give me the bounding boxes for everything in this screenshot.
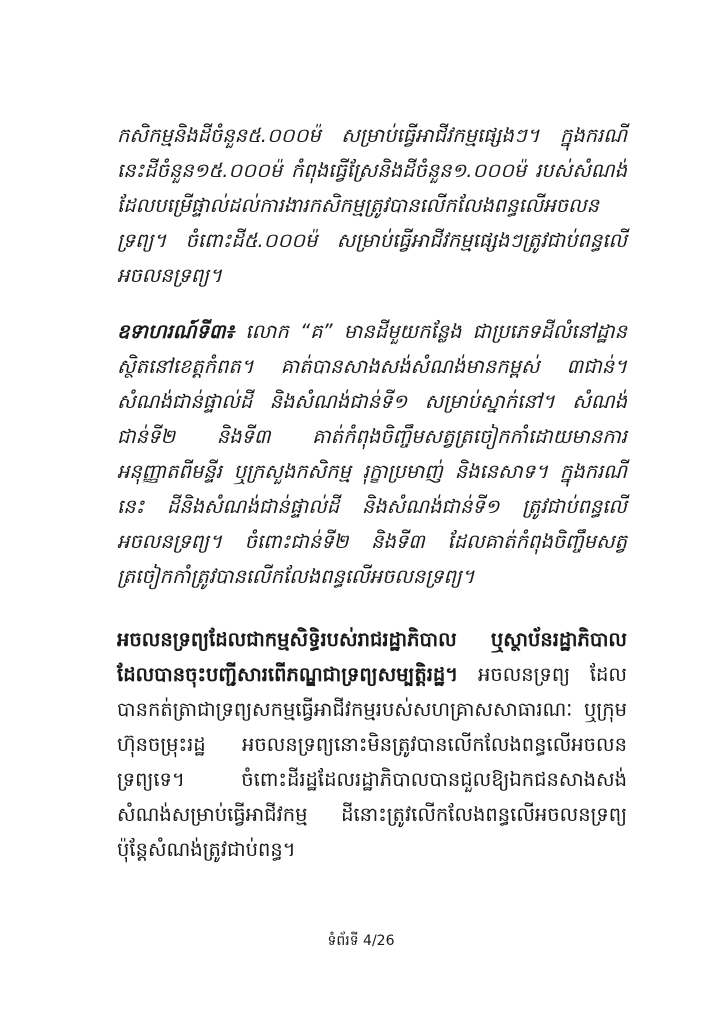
paragraph-example-3 — [117, 314, 627, 594]
paragraph-state-property — [117, 622, 627, 867]
paragraph-land-example-continuation — [117, 118, 627, 293]
example-heading: ឧទាហរណ៍ទី៣៖ — [117, 320, 235, 343]
paragraph-text: លោក “គ” មានដីមួយកន្លែង ជាប្រភេទដីលំនៅដ្ឋានស្ថិតនៅខេត្តកំពត។ គាត់បានសាងសង់សំណង់មានកម្ពស់ ៣ជាន់។ សំណង់ជាន់ផ្ទាល់ដី និងសំណង់ជាន់ទី១ សម្រាប់ស្នាក់នៅ។ សំណង់ជាន់ទី២ និងទី៣ គាត់កំពុងចិញ្ចឹមសត្វត្រចៀកកាំដោយមានការអនុញ្ញាតពីមន្ទីរ ឬក្រសួងកសិកម្ម រុក្ខាប្រមាញ់ និងនេសាទ។ ក្នុងករណីនេះ ដីនិងសំណង់ជាន់ផ្ទាល់ដី និងសំណង់ជាន់ទី១ ត្រូវជាប់ពន្ធលើអចលនទ្រព្យ។ ចំពោះជាន់ទី២ និងទី៣ ដែលគាត់កំពុងចិញ្ចឹមសត្វត្រចៀកកាំត្រូវបានលើកលែងពន្ធលើអចលនទ្រព្យ។ — [117, 320, 627, 588]
paragraph-text: អចលនទ្រព្យ ដែលបានកត់ត្រាជាទ្រព្យសកម្មធ្វើអាជីវកម្មរបស់សហគ្រាសសាធារណៈ ឬក្រុមហ៊ុនចម្រុះរដ្ឋ អចលនទ្រព្យនោះមិនត្រូវបានលើកលែងពន្ធលើអចលនទ្រព្យទេ។ ចំពោះដីរដ្ឋដែលរដ្ឋាភិបាលបានជួលឱ្យឯកជនសាងសង់សំណង់សម្រាប់ធ្វើអាជីវកម្ម ដីនោះត្រូវលើកលែងពន្ធលើអចលនទ្រព្យ ប៉ុន្តែសំណង់ត្រូវជាប់ពន្ធ។ — [117, 663, 627, 861]
paragraph-text: កសិកម្មនិងដីចំនួន៥.០០០ម៉ ​សម្រាប់ធ្វើអាជីវកម្មផ្សេងៗ។ ក្នុងករណីនេះដីចំនួន១៥.០០០ម៉ កំពុងធ្វើស្រែនិងដីចំនួន១.០០០ម៉ របស់សំណង់ដែលបម្រើផ្ទាល់ដល់ការងារកសិកម្មត្រូវបានលើកលែងពន្ធលើអចលនទ្រព្យ។ ចំពោះដី៥.០០០ម៉ សម្រាប់ធ្វើអាជីវកម្មផ្សេងៗត្រូវជាប់ពន្ធលើអចលនទ្រព្យ។ — [117, 124, 627, 287]
page-number: ទំព័រទី 4/26 — [327, 933, 395, 949]
section-heading: អចលនទ្រព្យដែលជាកម្មសិទ្ធិរបស់រាជរដ្ឋាភិបាល ឬស្ថាប័នរដ្ឋាភិបាលដែលបានចុះបញ្ជីសារពើភណ្ឌជាទ្រព្យសម្បត្តិរដ្ឋ។ — [117, 628, 627, 686]
